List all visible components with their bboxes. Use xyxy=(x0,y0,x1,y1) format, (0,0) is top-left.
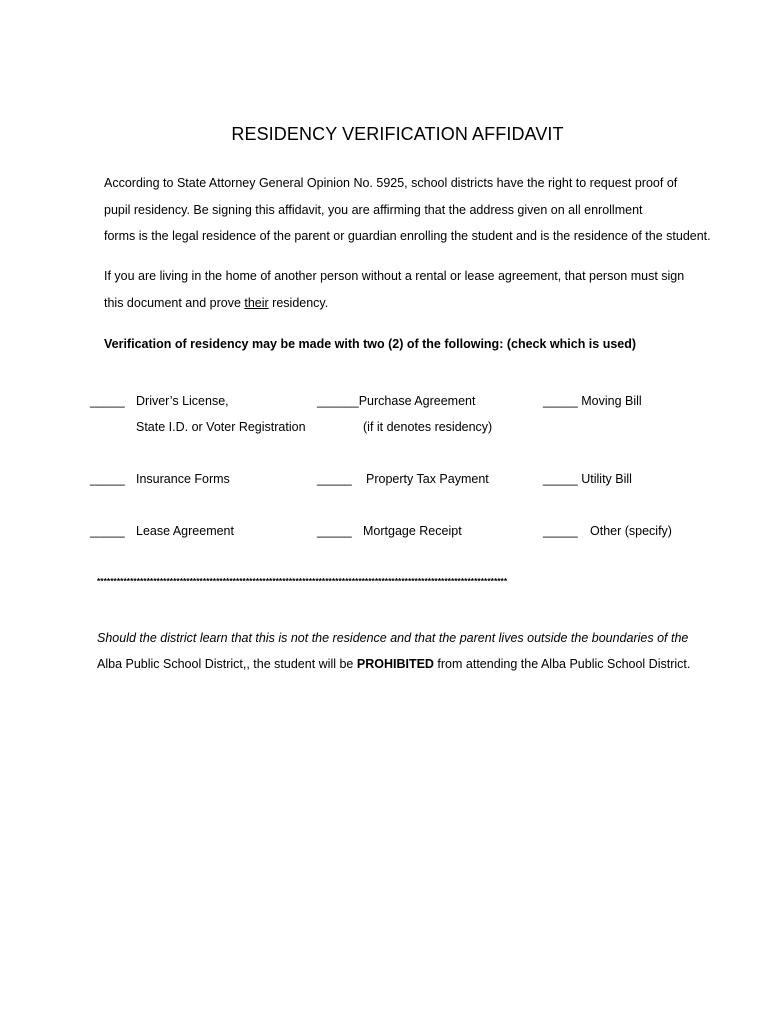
living-line-2-pre: this document and prove xyxy=(104,295,245,310)
warning-italic-line: Should the district learn that this is not the residence and that the parent lives outside the boundaries of the xyxy=(97,631,689,645)
intro-paragraph xyxy=(104,170,744,250)
option-purchase-agreement-blank[interactable]: ______ xyxy=(317,394,359,408)
living-line-2 xyxy=(104,290,744,317)
option-drivers-license-blank[interactable]: _____ xyxy=(90,394,125,408)
option-lease-agreement-label: Lease Agreement xyxy=(136,524,234,538)
intro-line-3: forms is the legal residence of the parent or guardian enrolling the student and is the residence of the student. xyxy=(104,229,711,243)
option-utility-bill xyxy=(543,471,632,487)
option-purchase-agreement xyxy=(317,393,475,409)
option-moving-bill-label: Moving Bill xyxy=(581,394,642,408)
option-other-blank[interactable]: _____ xyxy=(543,524,578,538)
option-utility-bill-blank[interactable]: _____ xyxy=(543,472,578,486)
option-mortgage-receipt-blank[interactable]: _____ xyxy=(317,524,352,538)
option-purchase-agreement-label: Purchase Agreement xyxy=(358,394,476,408)
asterisk-separator: **************************************************************************************************************************** xyxy=(97,576,508,586)
option-drivers-license xyxy=(90,393,125,409)
intro-line-2: pupil residency. Be signing this affidavit, you are affirming that the address given on all enrollment xyxy=(104,202,643,217)
option-mortgage-receipt-label: Mortgage Receipt xyxy=(363,524,462,538)
option-purchase-agreement-sub: (if it denotes residency) xyxy=(363,420,493,434)
living-line-1: If you are living in the home of another person without a rental or lease agreement, that person must sign xyxy=(104,269,685,283)
option-property-tax-blank[interactable]: _____ xyxy=(317,472,352,486)
warning-final-pre: Alba Public School District,, the student will be xyxy=(97,657,357,671)
verification-heading: Verification of residency may be made with two (2) of the following: (check which is used) xyxy=(104,337,637,351)
option-other-label: Other (specify) xyxy=(590,524,672,538)
living-line-2-underlined: their xyxy=(244,295,269,310)
warning-final-line xyxy=(97,657,690,671)
option-utility-bill-label: Utility Bill xyxy=(581,472,632,486)
option-drivers-license-label: Driver’s License, xyxy=(136,394,229,408)
page-title: RESIDENCY VERIFICATION AFFIDAVIT xyxy=(231,124,564,144)
living-line-2-post: residency. xyxy=(268,295,329,310)
intro-line-1: According to State Attorney General Opinion No. 5925, school districts have the right to request proof of xyxy=(104,176,678,190)
option-insurance-forms-label: Insurance Forms xyxy=(136,472,230,486)
warning-final-bold: PROHIBITED xyxy=(356,657,434,671)
option-moving-bill-blank[interactable]: _____ xyxy=(543,394,578,408)
option-insurance-forms-blank[interactable]: _____ xyxy=(90,472,125,486)
option-lease-agreement-blank[interactable]: _____ xyxy=(90,524,125,538)
warning-final-post: from attending the Alba Public School District. xyxy=(433,657,691,671)
option-drivers-license-sub: State I.D. or Voter Registration xyxy=(136,420,306,434)
living-paragraph xyxy=(104,263,744,316)
option-property-tax-label: Property Tax Payment xyxy=(366,472,489,486)
option-moving-bill xyxy=(543,393,642,409)
